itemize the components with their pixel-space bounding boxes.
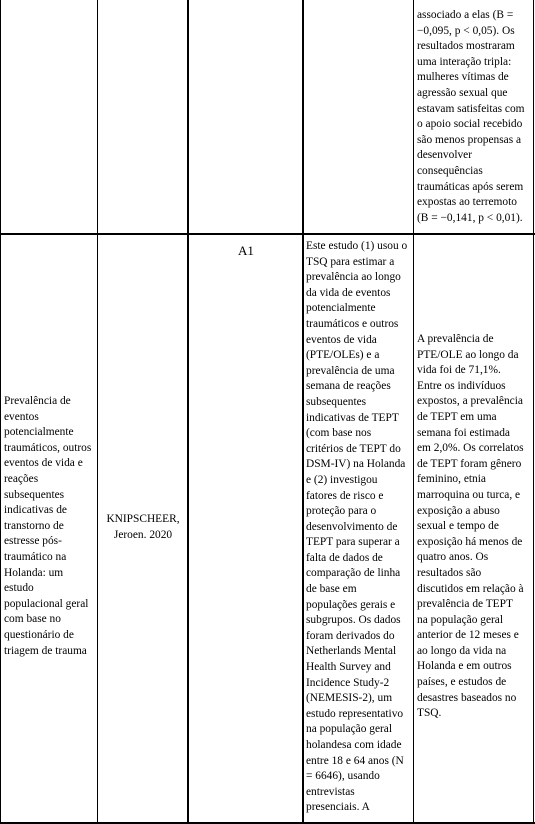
row2-code-cell <box>190 243 302 259</box>
table-border-right <box>533 0 534 824</box>
row2-results-cell <box>417 332 533 722</box>
row1-results-text: associado a elas (B = −0,095, p < 0,05). Os resultados mostraram uma interação tripla: mulheres vítimas de agressão sexual que estavam satisfeitas com o apoio social recebido são menos propensas a desenvolver consequências traumáticas após serem expostas ao terremoto (B = −0,141, p < 0,01). <box>417 9 525 224</box>
row2-author-text: KNIPSCHEER, Jeroen. 2020 <box>106 513 180 541</box>
table-border-left <box>0 0 1 824</box>
row2-title-text: Prevalência de eventos potencialmente traumáticos, outros eventos de vida e reações subsequentes indicativas de transtorno de estresse pós- traumático na Holanda: um estudo populacional geral com base no questionário de triagem de trauma <box>4 395 92 657</box>
row2-author-cell <box>100 512 186 543</box>
table-column-divider <box>187 0 189 824</box>
table-column-divider <box>302 0 304 824</box>
row2-method-cell <box>306 239 410 816</box>
row2-title-cell <box>4 394 96 659</box>
row1-results-cell <box>417 8 533 226</box>
row2-code-text: A1 <box>238 243 254 258</box>
table-column-divider <box>97 0 98 824</box>
table-row-divider <box>0 233 535 235</box>
row2-results-text: A prevalência de PTE/OLE ao longo da vida foi de 71,1%. Entre os indivíduos expostos, a prevalência de TEPT em uma semana foi estimada em 2,0%. Os correlatos de TEPT foram gênero feminino, etnia marroquina ou turca, e exposição a abuso sexual e tempo de exposição há menos de quatro anos. Os resultados são discutidos em relação à prevalência de TEPT na população geral anterior de 12 meses e ao longo da vida na Holanda e em outros países, e estudos de desastres baseados no TSQ. <box>417 333 524 720</box>
row2-method-text: Este estudo (1) usou o TSQ para estimar a prevalência ao longo da vida de eventos potencialmente traumáticos e outros eventos de vida (PTE/OLEs) e a prevalência de uma semana de reações subsequentes indicativas de TEPT (com base nos critérios de TEPT do DSM-IV) na Holanda e (2) investigou fatores de risco e proteção para o desenvolvimento de TEPT para superar a falta de dados de comparação de linha de base em populações gerais e subgrupos. Os dados foram derivados do Netherlands Mental Health Survey and Incidence Study-2 (NEMESIS-2), um estudo representativo na população geral holandesa com idade entre 18 e 64 anos (N = 6646), usando entrevistas presenciais. A <box>306 240 408 814</box>
table-column-divider <box>413 0 414 824</box>
